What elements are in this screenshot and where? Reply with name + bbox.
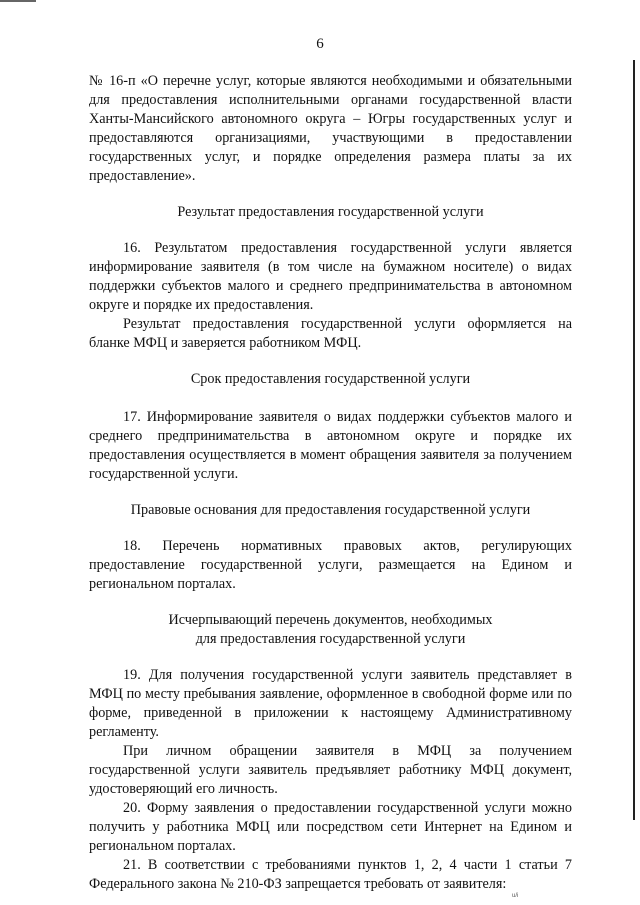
heading-term: Срок предоставления государственной услуги [190,371,471,387]
page-number: 6 [316,36,324,52]
heading-documents-line-2: для предоставления государственной услуги [195,631,466,647]
paragraph-19-identity: При личном обращении заявителя в МФЦ за получением государственной услуги заявитель предъявляет работнику МФЦ документ, удостоверяющий его личность. [89,743,572,797]
scan-edge-mark [0,0,36,2]
paragraph-21: 21. В соответствии с требованиями пунктов 1, 2, 4 части 1 статьи 7 Федерального закона № 210-ФЗ запрещается требовать от заявителя: [89,857,572,892]
intro-paragraph: № 16-п «О перечне услуг, которые являются необходимыми и обязательными для предоставления исполнительными органами государственной власти Ханты-Мансийского автономного округа – Югры государственных услуг и предоставляются организациями, участвующими в предоставлении государственных услуг, и порядке определения размера платы за их предоставление». [89,73,572,184]
paragraph-20: 20. Форму заявления о предоставлении государственной услуги можно получить у работника МФЦ или посредством сети Интернет на Едином и региональном порталах. [89,800,572,854]
paragraph-17: 17. Информирование заявителя о видах поддержки субъектов малого и среднего предпринимательства в автономном округе и порядке их предоставления осуществляется в момент обращения заявителя за получением государственной услуги. [89,409,572,482]
heading-documents-line-1: Исчерпывающий перечень документов, необходимых [168,612,493,628]
heading-legal-basis: Правовые основания для предоставления государственной услуги [130,502,531,518]
paragraph-18: 18. Перечень нормативных правовых актов, регулирующих предоставление государственной услуги, размещается на Едином и региональном порталах. [89,538,572,592]
paragraph-19: 19. Для получения государственной услуги заявитель представляет в МФЦ по месту пребывания заявление, оформленное в свободной форме или по форме, приведенной в приложении к настоящему Административному регламенту. [89,667,572,740]
scan-edge-line [633,60,635,820]
paragraph-16: 16. Результатом предоставления государственной услуги является информирование заявителя (в том числе на бумажном носителе) о видах поддержки субъектов малого и среднего предпринимательства в автономном округе и порядке их предоставления. [89,240,572,313]
paragraph-16-result-form: Результат предоставления государственной услуги оформляется на бланке МФЦ и заверяется работником МФЦ. [89,316,572,351]
heading-result: Результат предоставления государственной услуги [177,204,484,220]
document-body [89,72,572,894]
scan-corner-mark: u/i [512,893,519,899]
